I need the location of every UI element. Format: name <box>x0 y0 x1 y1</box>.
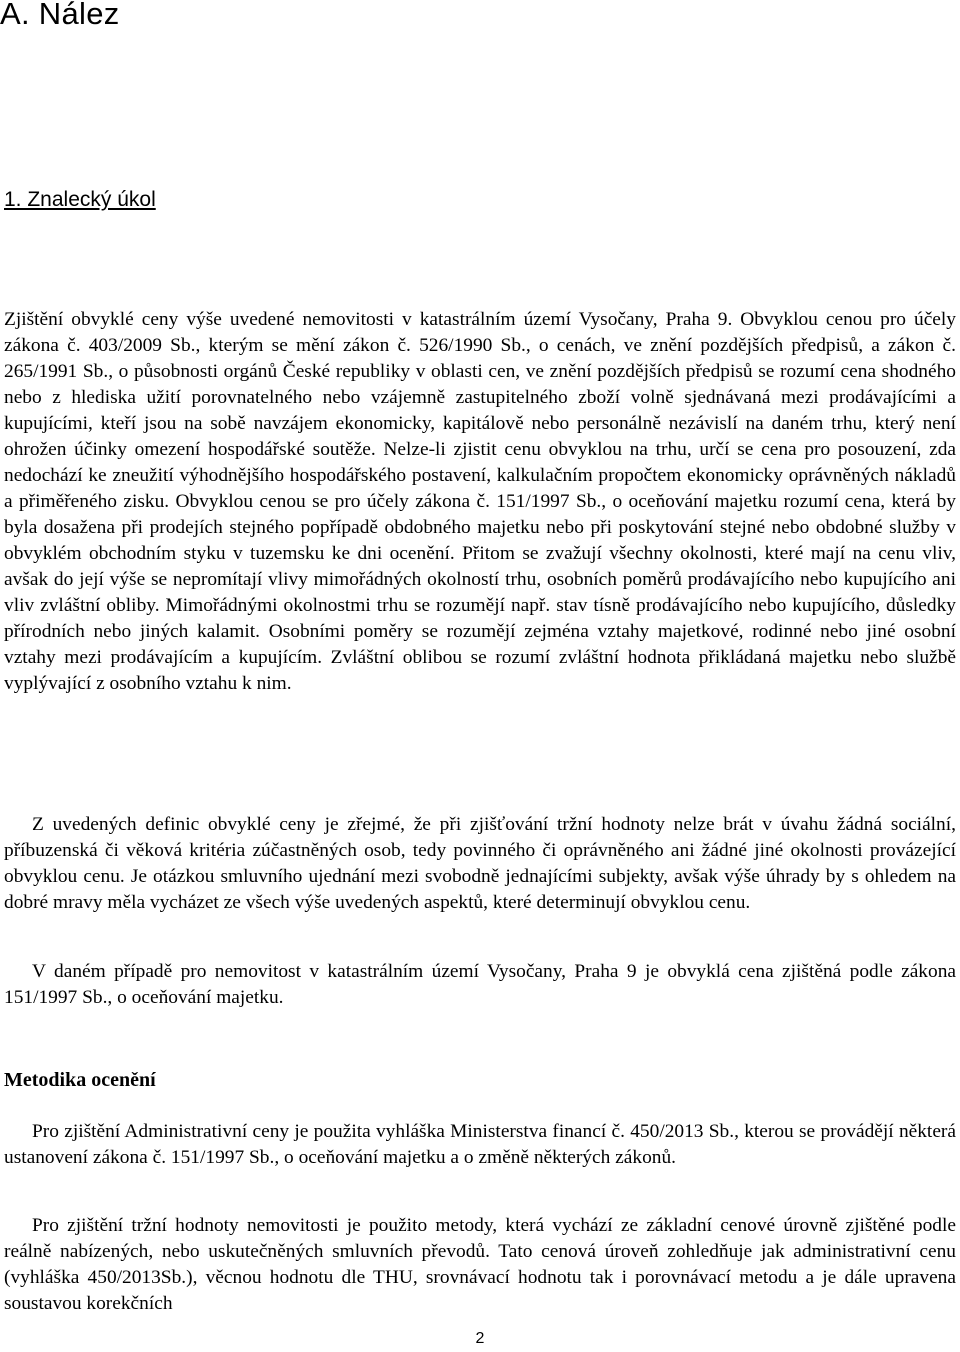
methodology-heading: Metodika ocenění <box>4 1069 156 1091</box>
paragraph-administrative-price: Pro zjištění Administrativní ceny je použita vyhláška Ministerstva financí č. 450/2013 Sb., kterou se provádějí některá ustanovení zákona č. 151/1997 Sb., o oceňování majetku a o změně některých zákonů. <box>4 1121 956 1168</box>
paragraph-definition-usual-price: Zjištění obvyklé ceny výše uvedené nemovitosti v katastrálním území Vysočany, Praha 9. Obvyklou cenou pro účely zákona č. 403/2009 Sb., kterým se mění zákon č. 526/1990 Sb., o cenách, ve znění pozdějších předpisů, a zákon č. 265/1991 Sb., o působnosti orgánů České republiky v oblasti cen, ve znění pozdějších předpisů se rozumí cena shodného nebo z hlediska užití porovnatelného nebo vzájemně zastupitelného zboží volně sjednávaná mezi prodávajícími a kupujícími, kteří jsou na sobě navzájem ekonomicky, kapitálově nebo personálně nezávislí na daném trhu, který není ohrožen účinky omezení hospodářské soutěže. Nelze-li zjistit cenu obvyklou na trhu, určí se cena pro posouzení, zda nedochází ke zneužití výhodnějšího hospodářského postavení, kalkulačním propočtem ekonomicky oprávněných nákladů a přiměřeného zisku. Obvyklou cenou se pro účely zákona č. 151/1997 Sb., o oceňování majetku rozumí cena, která by byla dosažena při prodejích stejného popřípadě obdobného majetku nebo při poskytování stejné nebo obdobné služby v obvyklém obchodním styku v tuzemsku ke dni ocenění. Přitom se zvažují všechny okolnosti, které mají na cenu vliv, avšak do její výše se nepromítají vlivy mimořádných okolností trhu, osobních poměrů prodávajícího nebo kupujícího ani vliv zvláštní obliby. Mimořádnými okolnostmi trhu se rozumějí např. stav tísně prodávajícího nebo kupujícího, důsledky přírodních nebo jiných kalamit. Osobními poměry se rozumějí zejména vztahy majetkové, rodinné nebo jiné osobní vztahy mezi prodávajícím a kupujícím. Zvláštní oblibou se rozumí zvláštní hodnota přikládaná majetku nebo službě vyplývající z osobního vztahu k nim. <box>4 309 956 694</box>
section-heading: 1. Znalecký úkol <box>4 188 156 211</box>
paragraph-current-case: V daném případě pro nemovitost v katastrálním území Vysočany, Praha 9 je obvyklá cena zjištěná podle zákona 151/1997 Sb., o oceňování majetku. <box>4 961 956 1008</box>
paragraph-market-value-method: Pro zjištění tržní hodnoty nemovitosti je použito metody, která vychází ze základní cenové úrovně zjištěné podle reálně nabízených, nebo uskutečněných smluvních převodů. Tato cenová úroveň zohledňuje jak administrativní cenu (vyhláška 450/2013Sb.), věcnou hodnotu dle THU, srovnávací hodnotu tak i porovnávací metodu a je dále upravena soustavou korekčních <box>4 1215 956 1314</box>
paragraph-definition-conclusion: Z uvedených definic obvyklé ceny je zřejmé, že při zjišťování tržní hodnoty nelze brát v úvahu žádná sociální, příbuzenská či věková kritéria zúčastněných osob, tedy povinného či oprávněného ani žádné jiné okolnosti provázející obvyklou cenu. Je otázkou smluvního ujednání mezi svobodně jednajícími subjekty, avšak výše úhrady by s ohledem na dobré mravy měla vycházet ze všech výše uvedených aspektů, které determinují obvyklou cenu. <box>4 814 956 913</box>
page-number: 2 <box>475 1330 485 1347</box>
document-title: A. Nález <box>0 0 120 31</box>
